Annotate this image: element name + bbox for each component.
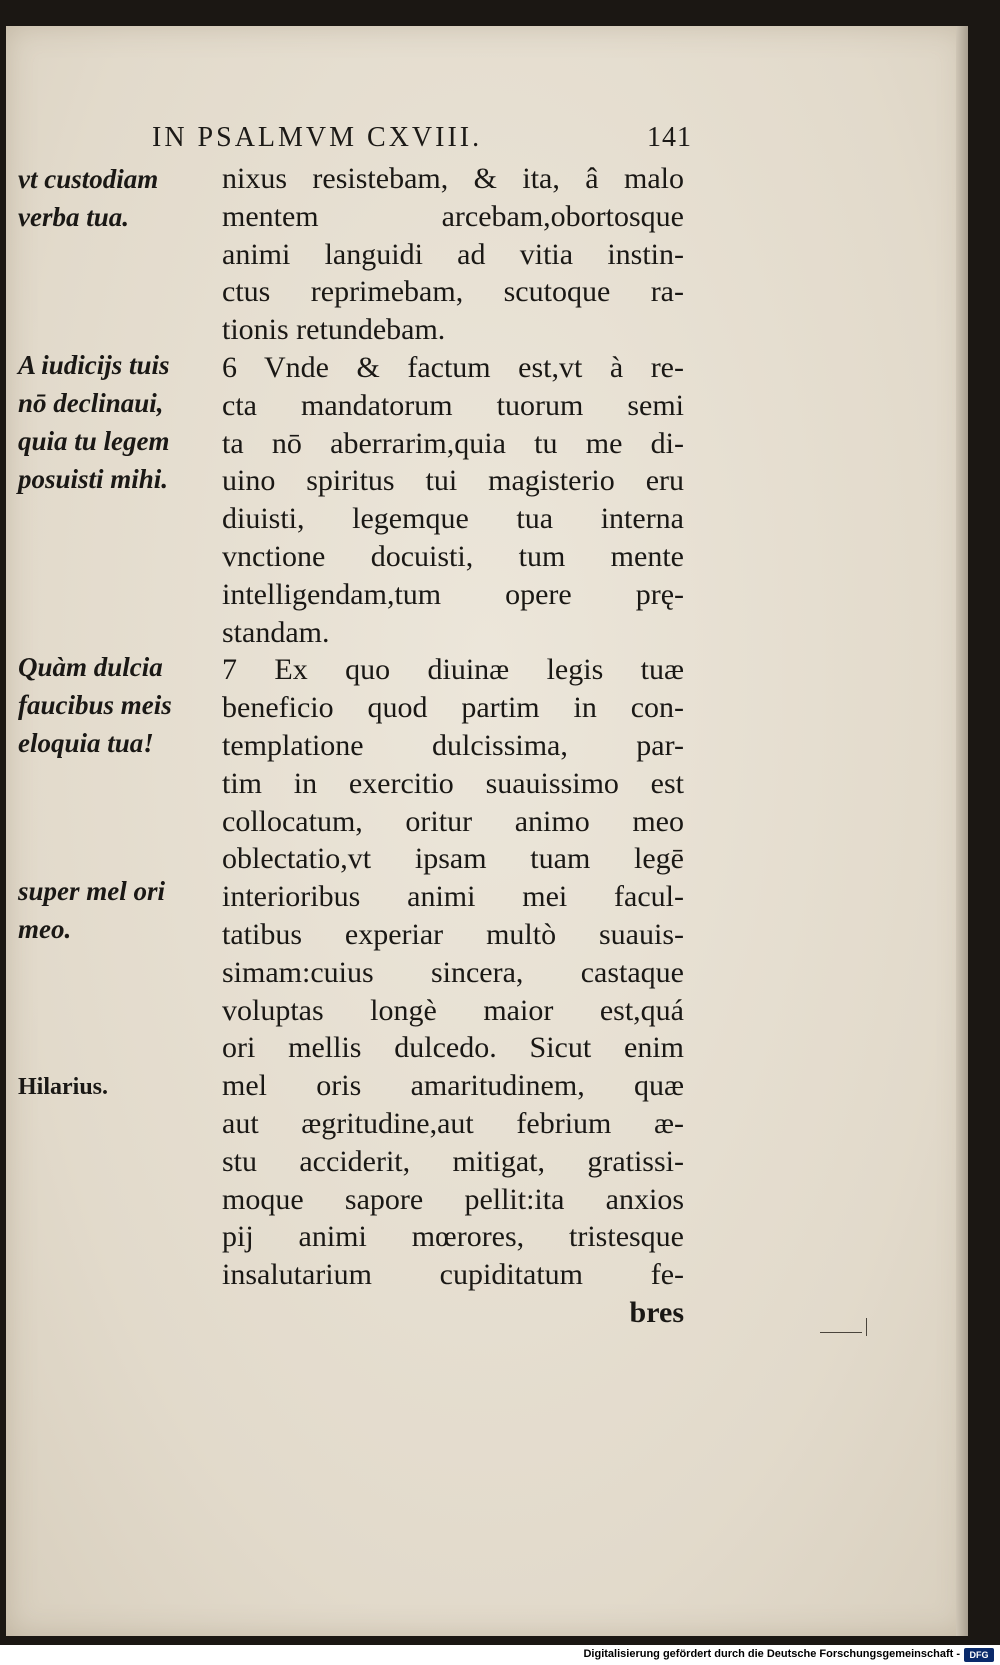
body-line: tim in exercitio suauissimo est	[222, 767, 684, 800]
page-number: 141	[647, 122, 692, 153]
ink-mark	[820, 1332, 862, 1333]
body-line: beneficio quod partim in con-	[222, 691, 684, 724]
margin-note-line: quia tu legem	[18, 426, 170, 456]
body-line: uino spiritus tui magisterio eru	[222, 464, 684, 497]
margin-note-line: posuisti mihi.	[18, 464, 169, 494]
body-line: oblectatio,vt ipsam tuam legē	[222, 842, 684, 875]
margin-note-line: Hilarius.	[18, 1074, 109, 1100]
margin-note-mel	[18, 872, 214, 948]
margin-note-line: eloquia tua!	[18, 728, 154, 758]
running-head	[152, 122, 692, 162]
margin-note-line: Quàm dulcia	[18, 652, 163, 682]
body-line: stu acciderit, mitigat, gratissi-	[222, 1145, 684, 1178]
margin-note-line: vt custodiam	[18, 164, 159, 194]
body-line: vnctione docuisti, tum mente	[222, 540, 684, 573]
body-line: tatibus experiar multò suauis-	[222, 918, 684, 951]
margin-note-custodiam	[18, 160, 214, 236]
body-line: collocatum, oritur animo meo	[222, 805, 684, 838]
footer-bar	[0, 1645, 1000, 1665]
ink-mark	[866, 1318, 867, 1336]
body-line: ori mellis dulcedo. Sicut enim	[222, 1031, 684, 1064]
body-line: aut ægritudine,aut febrium æ-	[222, 1107, 684, 1140]
body-line: moque sapore pellit:ita anxios	[222, 1183, 684, 1216]
body-line: animi languidi ad vitia instin-	[222, 238, 684, 271]
margin-note-line: nō declinaui,	[18, 388, 164, 418]
body-line: mel oris amaritudinem, quæ	[222, 1069, 684, 1102]
body-line: diuisti, legemque tua interna	[222, 502, 684, 535]
body-line: ta nō aberrarim,quia tu me di-	[222, 427, 684, 460]
body-line: tionis retundebam.	[222, 313, 446, 346]
margin-note-dulcia	[18, 648, 214, 762]
body-line: cta mandatorum tuorum semi	[222, 389, 684, 422]
margin-note-iudicijs	[18, 346, 214, 498]
body-line: 6 Vnde & factum est,vt à re-	[222, 351, 684, 384]
body-line: simam:cuius sincera, castaque	[222, 956, 684, 989]
body-line: insalutarium cupiditatum fe-	[222, 1258, 684, 1291]
margin-note-hilarius	[18, 1068, 214, 1106]
body-line: nixus resistebam, & ita, â malo	[222, 162, 684, 195]
funding-credit: Digitalisierung gefördert durch die Deutsche Forschungsgemeinschaft -	[583, 1648, 960, 1660]
margin-note-line: meo.	[18, 914, 72, 944]
page-edge	[956, 26, 968, 1636]
margin-note-line: super mel ori	[18, 876, 166, 906]
body-line: 7 Ex quo diuinæ legis tuæ	[222, 653, 684, 686]
body-line: pij animi mœrores, tristesque	[222, 1220, 684, 1253]
running-title: IN PSALMVM CXVIII.	[152, 122, 483, 153]
body-line: voluptas longè maior est,quá	[222, 994, 684, 1027]
margin-note-line: faucibus meis	[18, 690, 172, 720]
body-line: interioribus animi mei facul-	[222, 880, 684, 913]
margin-note-line: verba tua.	[18, 202, 129, 232]
body-line: ctus reprimebam, scutoque ra-	[222, 275, 684, 308]
body-line: mentem arcebam,obortosque	[222, 200, 684, 233]
dfg-logo: DFG	[964, 1648, 994, 1662]
body-line: templatione dulcissima, par-	[222, 729, 684, 762]
margin-note-line: A iudicijs tuis	[18, 350, 170, 380]
catchword: bres	[629, 1296, 684, 1329]
body-line: intelligendam,tum opere prę-	[222, 578, 684, 611]
body-line: standam.	[222, 616, 330, 649]
